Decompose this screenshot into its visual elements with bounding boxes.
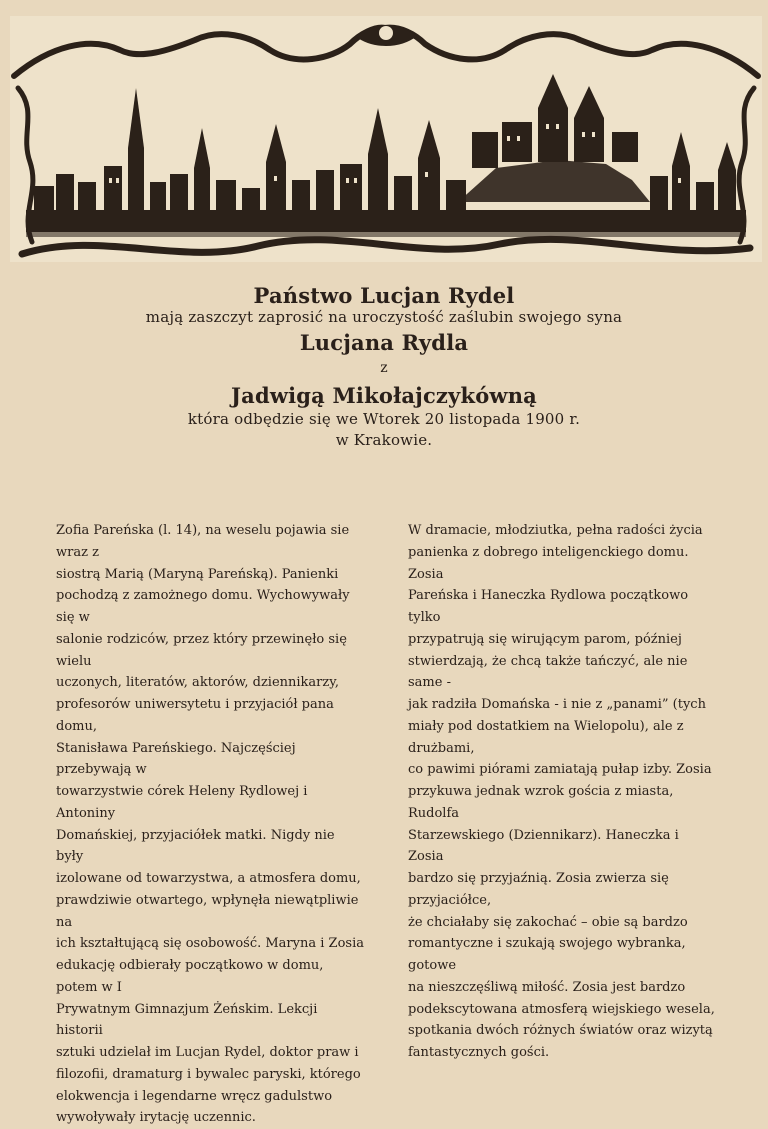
right-column-line: co pawimi piórami zamiatają pułap izby. Zosia: [408, 762, 712, 778]
honor-line: mają zaszczyt zaprosić na uroczystość zaślubin swojego syna: [145, 308, 623, 327]
right-column-line: przykuwa jednak wzrok gościa z miasta, Rudolfa: [408, 784, 674, 821]
left-column-line: pochodzą z zamożnego domu. Wychowywały się w: [56, 588, 350, 625]
right-column-line: miały pod dostatkiem na Wielopolu), ale z drużbami,: [408, 718, 684, 756]
left-column-line: wywoływały irytację uczennic.: [56, 1110, 256, 1126]
left-column-line: ich kształtującą się osobowość. Maryna i Zosia: [56, 936, 364, 952]
left-column-line: elokwencja i legendarne wręcz gadulstwo: [56, 1088, 333, 1104]
left-column-line: Zofia Pareńska (l. 14), na weselu pojawia sie wraz z: [56, 523, 350, 560]
bride-name: Jadwigą Mikołajczykówną: [231, 383, 537, 409]
right-column-line: że chciałaby się zakochać – obie są bardzo: [408, 914, 688, 930]
right-column: [408, 520, 716, 1064]
groom-name: Lucjana Rydla: [299, 329, 469, 355]
crest-center: [379, 26, 393, 40]
right-column-line: przypatrują się wirującym parom, później: [408, 631, 682, 647]
connector-text: z: [380, 359, 388, 376]
right-column-line: panienka z dobrego inteligenckiego domu. Zosia: [408, 544, 689, 582]
right-column-line: spotkania dwóch różnych światów oraz wizytą: [408, 1023, 713, 1039]
krakow-skyline-illustration: [10, 16, 762, 262]
left-column-line: siostrą Marią (Maryną Pareńską). Panienki: [56, 566, 339, 582]
left-column-line: towarzystwie córek Heleny Rydlowej i Antoniny: [56, 784, 308, 821]
right-column-line: bardzo się przyjaźnią. Zosia zwierza się przyjaciółce,: [408, 871, 669, 908]
right-column-line: romantyczne i szukają swojego wybranka, gotowe: [408, 936, 686, 973]
left-column-line: uczonych, literatów, aktorów, dziennikarzy,: [56, 675, 339, 691]
right-column-line: jak radziła Domańska - i nie z „panami” (tych: [408, 697, 706, 712]
right-column-line: na nieszczęśliwą miłość. Zosia jest bardzo: [408, 979, 686, 995]
left-column-line: salonie rodziców, przez który przewinęło się wielu: [56, 631, 347, 669]
left-column-line: Stanisława Pareńskiego. Najczęściej przebywają w: [56, 740, 296, 778]
left-column: [56, 520, 364, 1129]
left-column-line: edukację odbierały początkowo w domu, potem w I: [56, 958, 324, 995]
left-column-line: Domańskiej, przyjaciółek matki. Nigdy nie były: [56, 827, 335, 865]
left-column-line: Prywatnym Gimnazjum Żeńskim. Lekcji historii: [56, 1001, 318, 1039]
right-column-line: stwierdzają, że chcą także tańczyć, ale nie same -: [408, 653, 688, 691]
city-banner: [10, 16, 762, 262]
right-column-line: podekscytowana atmosferą wiejskiego wesela,: [408, 1001, 715, 1017]
wall-shadow: [26, 232, 746, 237]
right-column-line: Pareńska i Haneczka Rydlowa początkowo tylko: [408, 588, 689, 625]
right-column-line: Starzewskiego (Dziennikarz). Haneczka i Zosia: [408, 827, 679, 865]
date-line: która odbędzie się we Wtorek 20 listopada 1900 r.: [187, 410, 581, 429]
invitation: [84, 284, 684, 448]
left-column-line: profesorów uniwersytetu i przyjaciół pana domu,: [56, 697, 334, 734]
place-line: w Krakowie.: [335, 430, 433, 449]
city-wall: [26, 210, 746, 232]
left-column-line: sztuki udzielał im Lucjan Rydel, doktor praw i: [56, 1045, 359, 1060]
right-column-line: W dramacie, młodziutka, pełna radości życia: [408, 523, 703, 538]
left-column-line: filozofii, dramaturg i bywalec paryski, którego: [56, 1066, 361, 1082]
right-column-line: fantastycznych gości.: [408, 1045, 550, 1060]
host-line: Państwo Lucjan Rydel: [253, 283, 515, 308]
left-column-line: izolowane od towarzystwa, a atmosfera domu,: [56, 871, 361, 886]
left-column-line: prawdziwie otwartego, wpłynęła niewątpliwie na: [56, 892, 359, 930]
